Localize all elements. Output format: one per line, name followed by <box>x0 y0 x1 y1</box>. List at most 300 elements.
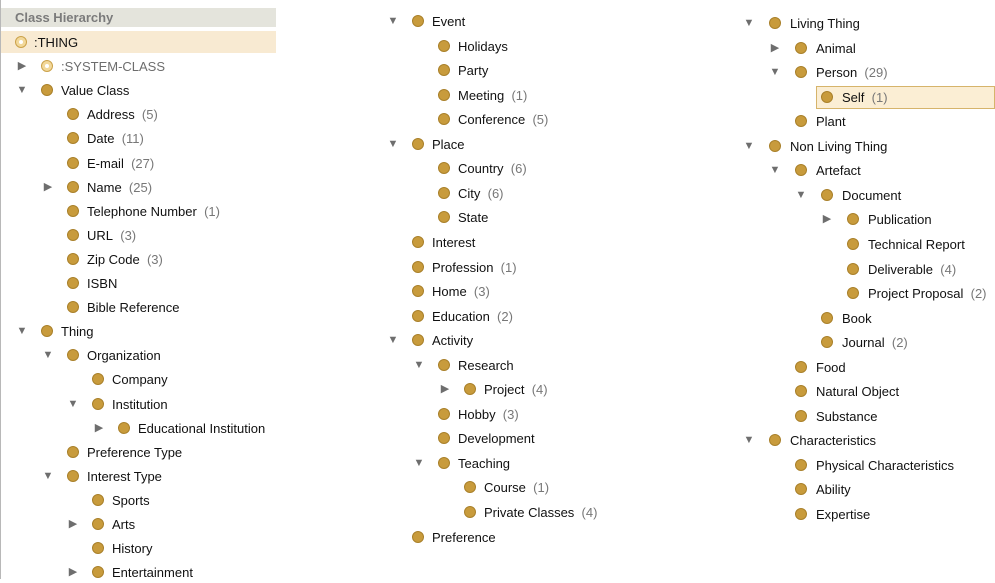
class-icon <box>795 115 807 127</box>
tree-node-thing[interactable] <box>1 321 276 342</box>
instance-count: (5) <box>525 112 549 127</box>
class-icon <box>438 432 450 444</box>
tree-node-system-class[interactable] <box>1 56 276 77</box>
tree-node-label <box>790 13 860 34</box>
tree-node-label <box>87 225 136 246</box>
class-hierarchy-panel-middle <box>380 0 710 579</box>
class-name: Date <box>87 131 115 146</box>
tree-node-label <box>842 308 872 329</box>
tree-node-label <box>484 379 548 400</box>
tree-node-teaching[interactable] <box>380 453 710 474</box>
expand-toggle-icon[interactable]: ▼ <box>387 334 399 346</box>
class-name: Zip Code <box>87 252 140 267</box>
class-name: Person <box>816 65 858 80</box>
class-name: Company <box>112 372 168 387</box>
instance-count: (2) <box>489 309 513 324</box>
class-icon <box>92 566 104 578</box>
class-name: Value Class <box>61 83 130 98</box>
instance-count: (3) <box>113 228 137 243</box>
class-name: Place <box>432 137 465 152</box>
tree-node-label <box>87 466 162 487</box>
tree-node-label <box>432 257 517 278</box>
class-name: Book <box>842 311 872 326</box>
class-hierarchy-panel-right <box>738 0 995 579</box>
tree-node-label <box>816 38 856 59</box>
tree-node-label <box>842 332 908 353</box>
class-name: Development <box>458 431 535 446</box>
class-name: Non Living Thing <box>790 139 888 154</box>
tree-node-isbn[interactable] <box>1 273 276 294</box>
class-icon <box>847 287 859 299</box>
class-name: Plant <box>816 114 846 129</box>
tree-node-label <box>816 381 899 402</box>
class-icon <box>67 470 79 482</box>
expand-toggle-icon[interactable]: ▼ <box>387 15 399 27</box>
tree-node-history[interactable] <box>1 538 276 559</box>
tree-node-url[interactable] <box>1 225 276 246</box>
class-name: Educational Institution <box>138 421 266 436</box>
tree-node-project-proposal[interactable] <box>738 283 995 304</box>
tree-node-private-classes[interactable] <box>380 502 710 523</box>
panel-title: Class Hierarchy <box>1 8 276 27</box>
tree-node-education[interactable] <box>380 306 710 327</box>
tree-node-state[interactable] <box>380 207 710 228</box>
tree-node-place[interactable] <box>380 134 710 155</box>
class-name: Arts <box>112 517 136 532</box>
class-name: Home <box>432 284 467 299</box>
tree-node-profession[interactable] <box>380 257 710 278</box>
class-name: Publication <box>868 212 932 227</box>
class-icon <box>438 113 450 125</box>
class-icon <box>795 361 807 373</box>
system-class-icon <box>41 60 53 72</box>
class-icon <box>67 229 79 241</box>
class-name: Preference <box>432 530 496 545</box>
class-icon <box>412 285 424 297</box>
class-icon <box>795 164 807 176</box>
class-name: Sports <box>112 493 150 508</box>
class-name: Substance <box>816 409 878 424</box>
tree-node-natural-object[interactable] <box>738 381 995 402</box>
class-icon <box>438 408 450 420</box>
tree-node-self[interactable] <box>738 87 995 108</box>
tree-node-label <box>816 111 846 132</box>
tree-node-technical-report[interactable] <box>738 234 995 255</box>
expand-toggle-icon[interactable]: ▼ <box>413 359 425 371</box>
tree-node-label <box>458 207 488 228</box>
class-icon <box>847 263 859 275</box>
class-name: Institution <box>112 397 168 412</box>
collapse-toggle-icon[interactable]: ▶ <box>43 181 53 193</box>
tree-node-company[interactable] <box>1 369 276 390</box>
class-icon <box>795 42 807 54</box>
tree-node-label <box>112 562 193 583</box>
instance-count: (4) <box>933 262 957 277</box>
tree-node-label <box>87 177 152 198</box>
class-name: Self <box>842 90 865 105</box>
tree-node-label <box>61 56 165 77</box>
tree-node-sports[interactable] <box>1 490 276 511</box>
tree-node-label <box>868 209 932 230</box>
tree-node-artefact[interactable] <box>738 160 995 181</box>
class-name: Research <box>458 358 514 373</box>
expand-toggle-icon[interactable]: ▼ <box>743 434 755 446</box>
class-icon <box>92 373 104 385</box>
class-icon <box>821 312 833 324</box>
class-name: Course <box>484 480 526 495</box>
tree-node-animal[interactable] <box>738 38 995 59</box>
instance-count: (6) <box>480 186 504 201</box>
collapse-toggle-icon[interactable]: ▶ <box>68 518 78 530</box>
tree-node-label <box>61 80 129 101</box>
class-icon <box>92 542 104 554</box>
tree-node-substance[interactable] <box>738 406 995 427</box>
tree-node-address[interactable] <box>1 104 276 125</box>
tree-node-label <box>816 504 870 525</box>
tree-node-label <box>458 428 535 449</box>
collapse-toggle-icon[interactable]: ▶ <box>822 213 832 225</box>
tree-node-label <box>842 87 888 108</box>
class-name: Profession <box>432 260 494 275</box>
expand-toggle-icon[interactable]: ▼ <box>16 325 28 337</box>
tree-node-deliverable[interactable] <box>738 259 995 280</box>
class-name: City <box>458 186 481 201</box>
class-name: History <box>112 541 153 556</box>
instance-count: (27) <box>123 156 155 171</box>
tree-node-document[interactable] <box>738 185 995 206</box>
tree-node-label <box>458 453 510 474</box>
tree-node-project[interactable] <box>380 379 710 400</box>
tree-node-label <box>868 259 956 280</box>
tree-node-party[interactable] <box>380 60 710 81</box>
class-icon <box>412 261 424 273</box>
class-name: Expertise <box>816 507 871 522</box>
class-name: Entertainment <box>112 565 193 580</box>
tree-node-label <box>458 183 504 204</box>
instance-count: (1) <box>196 204 220 219</box>
tree-node-research[interactable] <box>380 355 710 376</box>
class-name: Animal <box>816 41 856 56</box>
class-icon <box>67 132 79 144</box>
instance-count: (1) <box>493 260 517 275</box>
class-name: E-mail <box>87 156 124 171</box>
tree-node-label <box>432 527 496 548</box>
collapse-toggle-icon[interactable]: ▶ <box>17 60 27 72</box>
class-name: Name <box>87 180 122 195</box>
tree-node-date[interactable] <box>1 128 276 149</box>
class-icon <box>67 349 79 361</box>
tree-node-interest-type[interactable] <box>1 466 276 487</box>
class-icon <box>412 310 424 322</box>
tree-node-label <box>87 201 220 222</box>
instance-count: (1) <box>504 88 528 103</box>
class-name: Conference <box>458 112 526 127</box>
collapse-toggle-icon[interactable]: ▶ <box>440 383 450 395</box>
tree-node-living-thing[interactable] <box>738 13 995 34</box>
tree-node-arts[interactable] <box>1 514 276 535</box>
expand-toggle-icon[interactable]: ▼ <box>42 349 54 361</box>
tree-node-plant[interactable] <box>738 111 995 132</box>
class-name: Document <box>842 188 902 203</box>
class-icon <box>412 138 424 150</box>
expand-toggle-icon[interactable]: ▼ <box>387 138 399 150</box>
tree-node-characteristics[interactable] <box>738 430 995 451</box>
tree-node-book[interactable] <box>738 308 995 329</box>
class-icon <box>769 17 781 29</box>
tree-node-label <box>816 455 954 476</box>
tree-node-label <box>87 128 144 149</box>
expand-toggle-icon[interactable]: ▼ <box>16 84 28 96</box>
tree-node-label <box>87 297 180 318</box>
class-icon <box>438 89 450 101</box>
class-name: Organization <box>87 348 161 363</box>
class-icon <box>847 213 859 225</box>
tree-node-label <box>87 442 182 463</box>
instance-count: (1) <box>864 90 888 105</box>
class-name: :THING <box>34 35 79 50</box>
class-name: Interest <box>432 235 476 250</box>
tree-node-label <box>842 185 901 206</box>
tree-node-label <box>868 234 965 255</box>
tree-node-label <box>87 153 154 174</box>
expand-toggle-icon[interactable]: ▼ <box>743 140 755 152</box>
class-icon <box>464 481 476 493</box>
instance-count: (25) <box>121 180 153 195</box>
class-icon <box>67 446 79 458</box>
class-name: Address <box>87 107 135 122</box>
tree-node-thing[interactable] <box>1 32 276 53</box>
class-icon <box>67 301 79 313</box>
class-name: Ability <box>816 482 851 497</box>
class-name: Food <box>816 360 846 375</box>
class-icon <box>67 157 79 169</box>
tree-node-label <box>432 232 475 253</box>
tree-node-journal[interactable] <box>738 332 995 353</box>
class-icon <box>438 40 450 52</box>
class-name: Private Classes <box>484 505 575 520</box>
class-icon <box>438 211 450 223</box>
class-name: Teaching <box>458 456 511 471</box>
tree-node-interest[interactable] <box>380 232 710 253</box>
tree-node-person[interactable] <box>738 62 995 83</box>
tree-node-development[interactable] <box>380 428 710 449</box>
tree-node-label <box>458 404 519 425</box>
instance-count: (3) <box>495 407 519 422</box>
class-icon <box>412 531 424 543</box>
class-icon <box>795 385 807 397</box>
tree-node-expertise[interactable] <box>738 504 995 525</box>
tree-node-organization[interactable] <box>1 345 276 366</box>
class-icon <box>821 91 833 103</box>
tree-node-e-mail[interactable] <box>1 153 276 174</box>
class-name: Activity <box>432 333 474 348</box>
expand-toggle-icon[interactable]: ▼ <box>67 398 79 410</box>
class-name: Characteristics <box>790 433 876 448</box>
tree-node-holidays[interactable] <box>380 36 710 57</box>
class-name: Journal <box>842 335 885 350</box>
tree-node-label <box>816 479 851 500</box>
tree-node-meeting[interactable] <box>380 85 710 106</box>
class-icon <box>92 398 104 410</box>
tree-node-home[interactable] <box>380 281 710 302</box>
tree-node-country[interactable] <box>380 158 710 179</box>
class-name: Deliverable <box>868 262 934 277</box>
class-icon <box>67 108 79 120</box>
system-class-icon <box>15 36 27 48</box>
tree-node-label <box>112 394 168 415</box>
tree-node-label <box>432 281 490 302</box>
class-icon <box>769 140 781 152</box>
class-icon <box>847 238 859 250</box>
tree-node-preference[interactable] <box>380 527 710 548</box>
class-name: Country <box>458 161 504 176</box>
tree-node-label <box>432 330 473 351</box>
instance-count: (11) <box>114 131 144 146</box>
class-name: :SYSTEM-CLASS <box>61 59 166 74</box>
tree-node-label <box>790 430 876 451</box>
tree-node-label <box>458 355 514 376</box>
class-name: Holidays <box>458 39 508 54</box>
class-icon <box>795 459 807 471</box>
tree-node-label <box>816 160 861 181</box>
class-hierarchy-panel-left <box>0 0 276 579</box>
tree-node-activity[interactable] <box>380 330 710 351</box>
class-name: Education <box>432 309 490 324</box>
class-icon <box>464 506 476 518</box>
expand-toggle-icon[interactable]: ▼ <box>769 164 781 176</box>
class-icon <box>118 422 130 434</box>
tree-node-label <box>112 369 168 390</box>
tree-node-hobby[interactable] <box>380 404 710 425</box>
tree-node-label <box>87 249 163 270</box>
tree-node-label <box>87 104 158 125</box>
tree-node-entertainment[interactable] <box>1 562 276 583</box>
class-icon <box>412 334 424 346</box>
class-icon <box>412 236 424 248</box>
class-icon <box>795 66 807 78</box>
class-icon <box>821 336 833 348</box>
tree-node-conference[interactable] <box>380 109 710 130</box>
class-icon <box>795 508 807 520</box>
instance-count: (2) <box>884 335 908 350</box>
tree-node-bible-reference[interactable] <box>1 297 276 318</box>
instance-count: (6) <box>503 161 527 176</box>
collapse-toggle-icon[interactable]: ▶ <box>68 566 78 578</box>
class-icon <box>438 359 450 371</box>
class-name: Thing <box>61 324 94 339</box>
tree-node-label <box>484 502 597 523</box>
class-icon <box>821 189 833 201</box>
class-name: ISBN <box>87 276 118 291</box>
instance-count: (4) <box>524 382 548 397</box>
expand-toggle-icon[interactable]: ▼ <box>743 17 755 29</box>
tree-node-label <box>87 345 161 366</box>
tree-node-event[interactable] <box>380 11 710 32</box>
tree-node-label <box>868 283 987 304</box>
tree-node-label <box>34 32 78 53</box>
class-name: Physical Characteristics <box>816 458 954 473</box>
tree-node-course[interactable] <box>380 477 710 498</box>
instance-count: (5) <box>134 107 158 122</box>
tree-node-publication[interactable] <box>738 209 995 230</box>
class-name: Preference Type <box>87 445 183 460</box>
expand-toggle-icon[interactable]: ▼ <box>42 470 54 482</box>
class-icon <box>464 383 476 395</box>
tree-node-ability[interactable] <box>738 479 995 500</box>
class-icon <box>438 162 450 174</box>
tree-node-name[interactable] <box>1 177 276 198</box>
class-name: Living Thing <box>790 16 860 31</box>
tree-node-label <box>138 418 265 439</box>
instance-count: (1) <box>525 480 550 495</box>
tree-node-food[interactable] <box>738 357 995 378</box>
tree-node-label <box>458 60 488 81</box>
expand-toggle-icon[interactable]: ▼ <box>769 66 781 78</box>
class-name: Technical Report <box>868 237 965 252</box>
tree-node-label <box>112 514 135 535</box>
collapse-toggle-icon[interactable]: ▶ <box>770 42 780 54</box>
tree-node-label <box>816 62 888 83</box>
class-name: Meeting <box>458 88 505 103</box>
tree-node-label <box>432 306 513 327</box>
class-icon <box>92 494 104 506</box>
class-name: Project <box>484 382 525 397</box>
instance-count: (29) <box>857 65 888 80</box>
expand-toggle-icon[interactable]: ▼ <box>413 457 425 469</box>
instance-count: (2) <box>963 286 987 301</box>
expand-toggle-icon[interactable]: ▼ <box>795 189 807 201</box>
class-icon <box>795 483 807 495</box>
tree-node-physical-characteristics[interactable] <box>738 455 995 476</box>
class-name: Bible Reference <box>87 300 180 315</box>
class-icon <box>67 205 79 217</box>
tree-node-label <box>484 477 549 498</box>
tree-node-preference-type[interactable] <box>1 442 276 463</box>
collapse-toggle-icon[interactable]: ▶ <box>94 422 104 434</box>
tree-node-telephone-number[interactable] <box>1 201 276 222</box>
tree-node-label <box>458 109 548 130</box>
class-name: Project Proposal <box>868 286 964 301</box>
tree-node-label <box>112 538 152 559</box>
class-name: State <box>458 210 489 225</box>
class-name: Telephone Number <box>87 204 197 219</box>
tree-node-educational-institution[interactable] <box>1 418 276 439</box>
class-icon <box>438 64 450 76</box>
tree-node-non-living-thing[interactable] <box>738 136 995 157</box>
instance-count: (4) <box>574 505 598 520</box>
class-icon <box>412 15 424 27</box>
class-name: Interest Type <box>87 469 162 484</box>
class-name: Artefact <box>816 163 861 178</box>
tree-node-label <box>87 273 117 294</box>
instance-count: (3) <box>466 284 490 299</box>
tree-node-label <box>458 36 508 57</box>
class-icon <box>438 187 450 199</box>
class-icon <box>67 253 79 265</box>
tree-node-label <box>432 134 465 155</box>
class-icon <box>41 325 53 337</box>
tree-node-zip-code[interactable] <box>1 249 276 270</box>
class-name: URL <box>87 228 114 243</box>
class-icon <box>795 410 807 422</box>
tree-node-institution[interactable] <box>1 394 276 415</box>
tree-node-label <box>816 357 846 378</box>
tree-node-value-class[interactable] <box>1 80 276 101</box>
tree-node-label <box>112 490 150 511</box>
tree-node-city[interactable] <box>380 183 710 204</box>
class-icon <box>438 457 450 469</box>
class-icon <box>67 277 79 289</box>
